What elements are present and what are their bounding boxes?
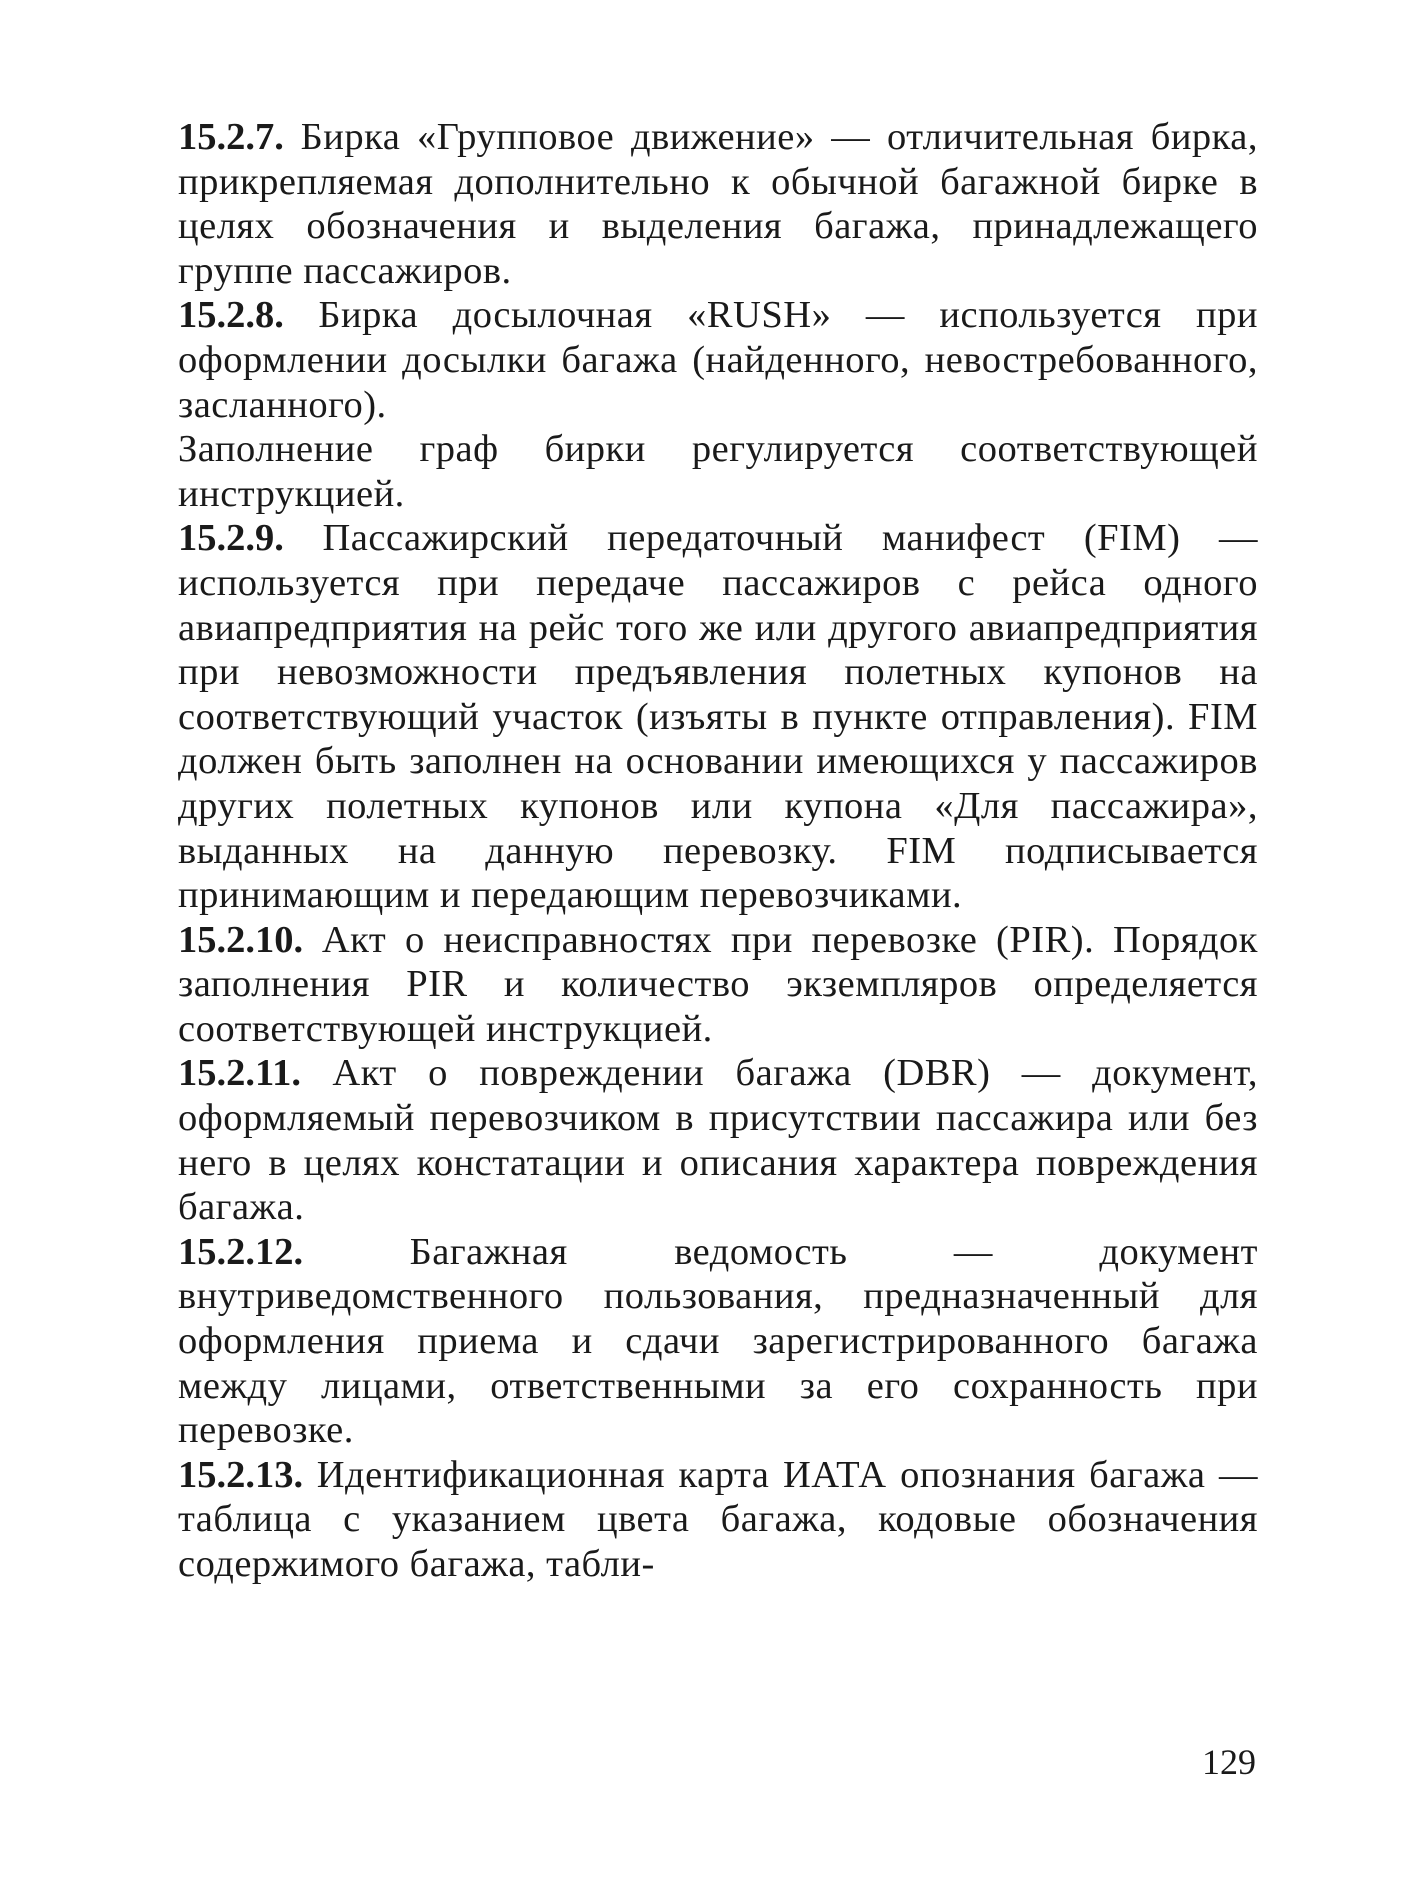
- page-text: [178, 115, 1258, 1587]
- page-number: 129: [1202, 1742, 1256, 1782]
- paragraph-rush-note: [178, 427, 1258, 516]
- paragraph-15-2-8: [178, 293, 1258, 427]
- paragraph-text: Идентификационная карта ИАТА опознания багажа — таблица с указанием цвета багажа, кодовые обозначения содержимого багажа, табли-: [178, 1453, 1259, 1585]
- paragraph-15-2-11: [178, 1051, 1258, 1229]
- paragraph-15-2-10: [178, 918, 1258, 1052]
- section-number: 15.2.13.: [178, 1453, 304, 1496]
- section-number: 15.2.7.: [178, 116, 284, 158]
- paragraph-text: Акт о неисправностях при перевозке (PIR). Порядок заполнения PIR и количество экземпляров определяется соответствующей инструкцией.: [178, 918, 1259, 1050]
- section-number: 15.2.11.: [178, 1052, 302, 1095]
- section-number: 15.2.10.: [178, 918, 304, 961]
- paragraph-15-2-9: [178, 516, 1258, 917]
- paragraph-text: Багажная ведомость — документ внутриведомственного пользования, предназначенный для оформления приема и сдачи зарегистрированного багажа между лицами, ответственными за его сохранность при перевозке.: [178, 1230, 1258, 1452]
- paragraph-15-2-13: [178, 1453, 1258, 1587]
- paragraph-15-2-7: [178, 115, 1258, 293]
- paragraph-text: Бирка «Групповое движение» — отличительная бирка, прикрепляемая дополнительно к обычной багажной бирке в целях обозначения и выделения багажа, принадлежащего группе пассажиров.: [178, 116, 1259, 292]
- paragraph-text: Бирка досылочная «RUSH» — используется при оформлении досылки багажа (найденного, невостребованного, засланного).: [178, 294, 1258, 426]
- section-number: 15.2.12.: [178, 1230, 304, 1273]
- paragraph-15-2-12: [178, 1230, 1258, 1453]
- paragraph-text: Акт о повреждении багажа (DBR) — документ, оформляемый перевозчиком в присутствии пассажира или без него в целях констатации и описания характера повреждения багажа.: [178, 1052, 1259, 1229]
- paragraph-text: Заполнение граф бирки регулируется соответствующей инструкцией.: [178, 428, 1258, 515]
- paragraph-text: Пассажирский передаточный манифест (FIM) — используется при передаче пассажиров с рейса одного авиапредприятия на рейс того же или другого авиапредприятия при невозможности предъявления полетных купонов на соответствующий участок (изъяты в пункте отправления). FIM должен быть заполнен на основании имеющихся у пассажиров других полетных купонов или купона «Для пассажира», выданных на данную перевозку. FIM подписывается принимающим и передающим перевозчиками.: [178, 517, 1259, 917]
- section-number: 15.2.8.: [178, 294, 284, 337]
- section-number: 15.2.9.: [178, 517, 284, 560]
